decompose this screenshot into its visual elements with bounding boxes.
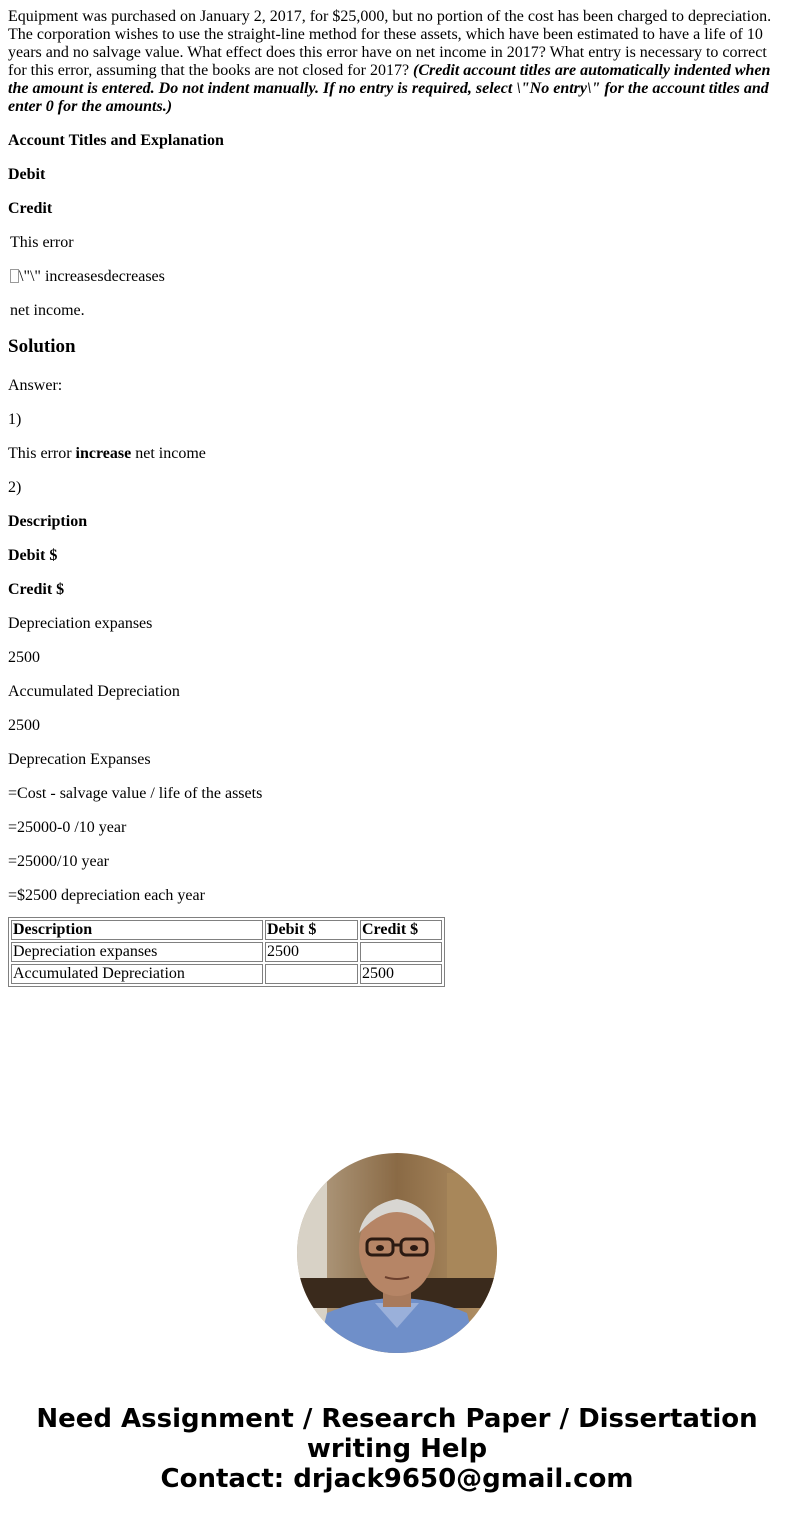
table-header-cell: Debit $ [265,920,358,940]
promo-banner [0,1404,794,1494]
entry-line-2-account: Accumulated Depreciation [8,683,180,700]
entry-line-1-account: Depreciation expanses [8,615,153,632]
question-body: Equipment was purchased on January 2, 2017, for $25,000, but no portion of the cost has been charged to depreciation. The corporation wishes to use the straight-line method for these assets, which have been estimated to have a life of 10 years and no salvage value. What effect does this error have on net income in 2017? What entry is necessary to correct for this error, assuming that the books are not closed for 2017? [8,8,772,79]
part-1-answer: This error increase net income [8,445,206,462]
table-header-cell: Description [11,920,263,940]
error-options-text: \"\" increasesdecreases [19,268,165,285]
calc-step-3: =25000/10 year [8,853,109,870]
answer-label: Answer: [8,377,63,394]
author-portrait-image [297,1153,497,1353]
header-credit: Credit [8,200,53,217]
table-row [11,964,442,984]
part-2-label: 2) [8,479,22,496]
calc-title: Deprecation Expanses [8,751,151,768]
solution-header-description: Description [8,513,88,530]
part-1-bold: increase [75,445,132,462]
part-1-label: 1) [8,411,22,428]
table-cell: Accumulated Depreciation [11,964,263,984]
entry-line-1-amount: 2500 [8,649,40,666]
solution-header-credit: Credit $ [8,581,65,598]
error-prefix: This error [10,234,74,251]
solution-header-debit: Debit $ [8,547,58,564]
table-cell: 2500 [265,942,358,962]
question-instructions: (Credit account titles are automatically indented when the amount is entered. Do not indent manually. If no entry is required, select \"No entry\" for the account titles and enter 0 for the amounts.) [8,62,771,115]
header-account-titles: Account Titles and Explanation [8,132,224,149]
calc-step-4: =$2500 depreciation each year [8,887,205,904]
error-suffix: net income. [10,302,85,319]
entry-line-2-amount: 2500 [8,717,40,734]
broken-image-icon [10,269,19,283]
author-avatar [297,1153,497,1353]
table-cell [360,942,442,962]
calc-step-1: =Cost - salvage value / life of the assets [8,785,263,802]
table-cell [265,964,358,984]
table-header-cell: Credit $ [360,920,442,940]
promo-contact[interactable]: Contact: drjack9650@gmail.com [160,1464,634,1494]
journal-entry-table [8,917,445,987]
solution-heading: Solution [8,336,76,357]
promo-line-2: writing Help [306,1434,488,1464]
table-cell: Depreciation expanses [11,942,263,962]
table-header-row [11,920,442,940]
error-options[interactable] [8,268,786,286]
calc-step-2: =25000-0 /10 year [8,819,127,836]
question-text [8,8,786,116]
header-debit: Debit [8,166,46,183]
table-cell: 2500 [360,964,442,984]
table-row [11,942,442,962]
promo-line-1: Need Assignment / Research Paper / Dissertation [36,1404,758,1434]
